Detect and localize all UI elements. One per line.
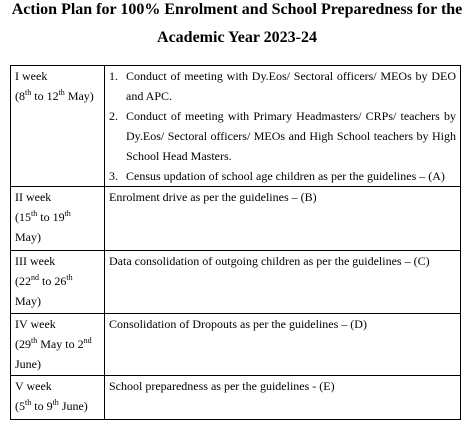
week-label: I week: [15, 69, 48, 83]
week-dates: (5th to 9th June): [15, 398, 88, 413]
activity-cell: Data consolidation of outgoing children as per the guidelines – (C): [105, 251, 461, 314]
activity-cell: Enrolment drive as per the guidelines – (B): [105, 187, 461, 251]
week-label: IV week: [15, 317, 56, 331]
activity-item: 3. Census updation of school age children as per the guidelines – (A): [109, 169, 445, 183]
table-row: [11, 251, 461, 314]
action-plan-table: [10, 65, 461, 420]
week-dates: (15th to 19th: [15, 209, 71, 224]
week-dates: (29th May to 2nd: [15, 336, 92, 351]
week-dates-cont: June): [15, 357, 41, 371]
week-label: III week: [15, 254, 56, 268]
week-label: V week: [15, 379, 52, 393]
week-dates-cont: May): [15, 294, 41, 308]
week-cell: [11, 376, 105, 420]
week-dates-cont: May): [15, 230, 41, 244]
week-cell: [11, 66, 105, 187]
activity-cell: [105, 66, 461, 187]
activity-list: [109, 66, 456, 186]
activity-item: 2. Conduct of meeting with Primary Headmasters/ CRPs/ teachers by Dy.Eos/ Sectoral officers/ MEOs and High School teachers by High School Head Masters.: [109, 109, 456, 163]
document-title-line-1: Action Plan for 100% Enrolment and School Preparedness for the: [11, 1, 463, 18]
activity-cell: Consolidation of Dropouts as per the guidelines – (D): [105, 314, 461, 376]
table-row: [11, 314, 461, 376]
week-cell: [11, 251, 105, 314]
week-dates: (8th to 12th May): [15, 88, 94, 103]
table-row: [11, 376, 461, 420]
activity-item: 1. Conduct of meeting with Dy.Eos/ Sectoral officers/ MEOs by DEO and APC.: [109, 69, 456, 103]
week-label: II week: [15, 190, 52, 204]
table-row: [11, 187, 461, 251]
activity-cell: School preparedness as per the guidelines - (E): [105, 376, 461, 420]
table-row: [11, 66, 461, 187]
document-title-line-2: Academic Year 2023-24: [157, 29, 317, 46]
week-dates: (22nd to 26th: [15, 273, 73, 288]
week-cell: [11, 314, 105, 376]
week-cell: [11, 187, 105, 251]
